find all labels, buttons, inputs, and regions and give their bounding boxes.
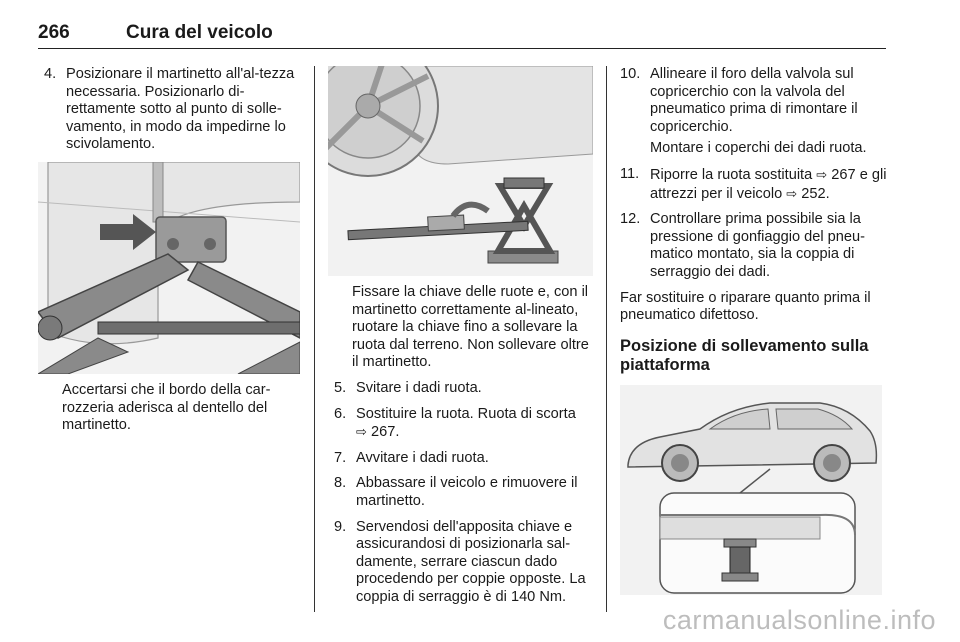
- step-12: [620, 211, 888, 281]
- scissor-jack-illustration: [328, 66, 593, 276]
- cross-reference-arrow-icon: ⇨: [356, 424, 367, 440]
- page-number: 266: [38, 22, 70, 43]
- chapter-title: Cura del veicolo: [126, 22, 273, 43]
- step-text: Riporre la ruota sostituita: [650, 166, 813, 183]
- step-10: [620, 66, 888, 136]
- step-text: Sostituire la ruota. Ruota di scorta: [356, 405, 576, 422]
- step-text: Servendosi dell'apposita chiave e assicurandosi di posizionarla sal-damente, serrare ciascun dado procedendo per coppie opposte. La coppia di serraggio è di 140 Nm.: [356, 518, 586, 605]
- step-5: [328, 380, 593, 398]
- cross-reference-arrow-icon: ⇨: [816, 166, 828, 182]
- step-11: [620, 166, 888, 203]
- step-text: Posizionare il martinetto all'al-tezza necessaria. Posizionarlo di-rettamente sotto al punto di solle-vamento, in modo da impedirne lo scivolamento.: [66, 66, 295, 153]
- column-3: [620, 66, 888, 595]
- page-header: [38, 18, 886, 49]
- step-8: [328, 475, 593, 510]
- column-2: [328, 66, 593, 615]
- cross-reference-arrow-icon: ⇨: [786, 185, 798, 201]
- figure-caption: Accertarsi che il bordo della car-rozzeria aderisca al dentello del martinetto.: [62, 381, 271, 434]
- step-text: Allineare il foro della valvola sul copricerchio con la valvola del pneumatico prima di rimontare il copricerchio.: [650, 66, 858, 135]
- step-6: [328, 406, 593, 442]
- cross-reference-link[interactable]: 267: [831, 166, 856, 183]
- step-text: Svitare i dadi ruota.: [356, 379, 482, 396]
- step-9: [328, 519, 593, 607]
- column-divider: [606, 66, 607, 612]
- step-7: [328, 450, 593, 468]
- step-number: 12.: [620, 211, 641, 228]
- section-heading: Posizione di sollevamento sulla piattaforma: [620, 336, 869, 374]
- step-number: 6.: [334, 405, 347, 422]
- watermark: carmanualsonline.info: [662, 605, 936, 635]
- step-number: 5.: [334, 379, 347, 396]
- step-4: [38, 66, 300, 154]
- cross-reference-link[interactable]: 252.: [801, 185, 830, 202]
- step-number: 7.: [334, 449, 347, 466]
- column-1: [38, 66, 300, 435]
- step-number: 9.: [334, 518, 347, 535]
- step-text: Abbassare il veicolo e rimuovere il martinetto.: [356, 475, 578, 509]
- step-text: Controllare prima possibile sia la pressione di gonfiaggio del pneu-matico montato, sia la coppia di serraggio dei dadi.: [650, 211, 866, 280]
- step-number: 10.: [620, 66, 641, 82]
- cross-reference-link[interactable]: 267.: [370, 424, 400, 441]
- step-number: 8.: [334, 475, 347, 492]
- step-number: 4.: [44, 66, 57, 82]
- jack-detail-illustration: [38, 162, 300, 374]
- step-text: Avvitare i dadi ruota.: [356, 449, 489, 466]
- lifting-platform-illustration: [620, 385, 882, 595]
- step-text: e gli attrezzi per il veicolo: [650, 166, 887, 202]
- column-divider: [314, 66, 315, 612]
- figure-caption: Fissare la chiave delle ruote e, con il martinetto correttamente al-lineato, ruotare la chiave fino a sollevare la ruota dal terreno. Non sollevare oltre il martinetto.: [352, 284, 589, 371]
- note-text: Far sostituire o riparare quanto prima il pneumatico difettoso.: [620, 289, 871, 324]
- step-number: 11.: [620, 165, 640, 182]
- step-10-subtext: Montare i coperchi dei dadi ruota.: [650, 140, 867, 157]
